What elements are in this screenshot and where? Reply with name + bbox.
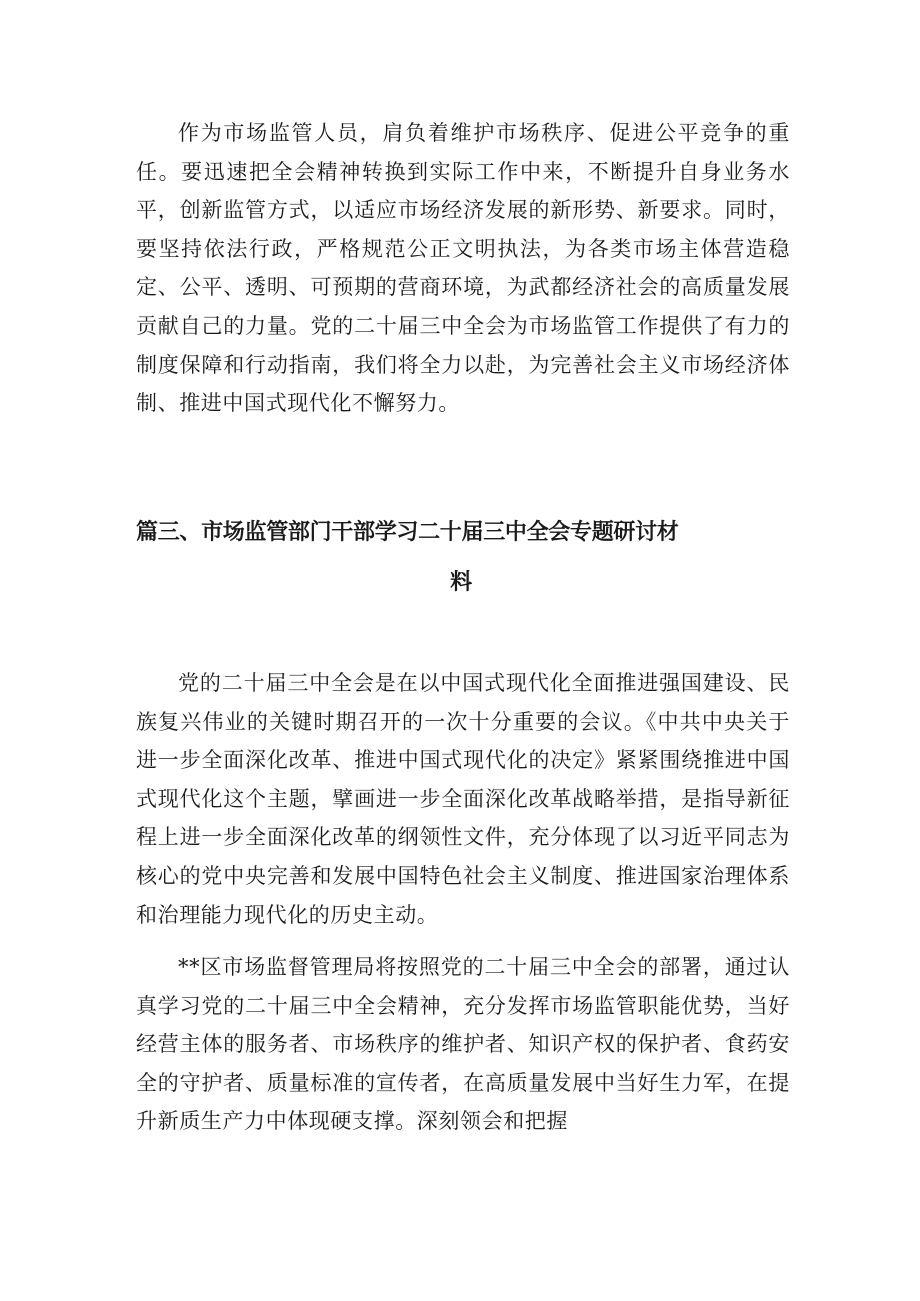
body-paragraph-1: 作为市场监管人员，肩负着维护市场秩序、促进公平竞争的重任。要迅速把全会精神转换到实际工作中来，不断提升自身业务水平，创新监管方式，以适应市场经济发展的新形势、新要求。同时，要坚持依法行政，严格规范公正文明执法，为各类市场主体营造稳定、公平、透明、可预期的营商环境，为武都经济社会的高质量发展贡献自己的力量。党的二十届三中全会为市场监管工作提供了有力的制度保障和行动指南，我们将全力以赴，为完善社会主义市场经济体制、推进中国式现代化不懈努力。 — [136, 121, 790, 416]
body-paragraph-3: **区市场监督管理局将按照党的二十届三中全会的部署，通过认真学习党的二十届三中全会精神，充分发挥市场监管职能优势，当好经营主体的服务者、市场秩序的维护者、知识产权的保护者、食药安全的守护者、质量标准的宣传者，在高质量发展中当好生力军，在提升新质生产力中体现硬支撑。深刻领会和把握 — [136, 955, 790, 1134]
section-heading — [136, 508, 786, 608]
section-heading-line-2: 料 — [450, 570, 472, 595]
body-paragraph-2: 党的二十届三中全会是在以中国式现代化全面推进强国建设、民族复兴伟业的关键时期召开的一次十分重要的会议。《中共中央关于进一步全面深化改革、推进中国式现代化的决定》紧紧围绕推进中国式现代化这个主题，擘画进一步全面深化改革战略举措，是指导新征程上进一步全面深化改革的纲领性文件，充分体现了以习近平同志为核心的党中央完善和发展中国特色社会主义制度、推进国家治理体系和治理能力现代化的历史主动。 — [136, 671, 790, 927]
section-heading-line-1: 篇三、市场监管部门干部学习二十届三中全会专题研讨材 — [136, 520, 679, 545]
